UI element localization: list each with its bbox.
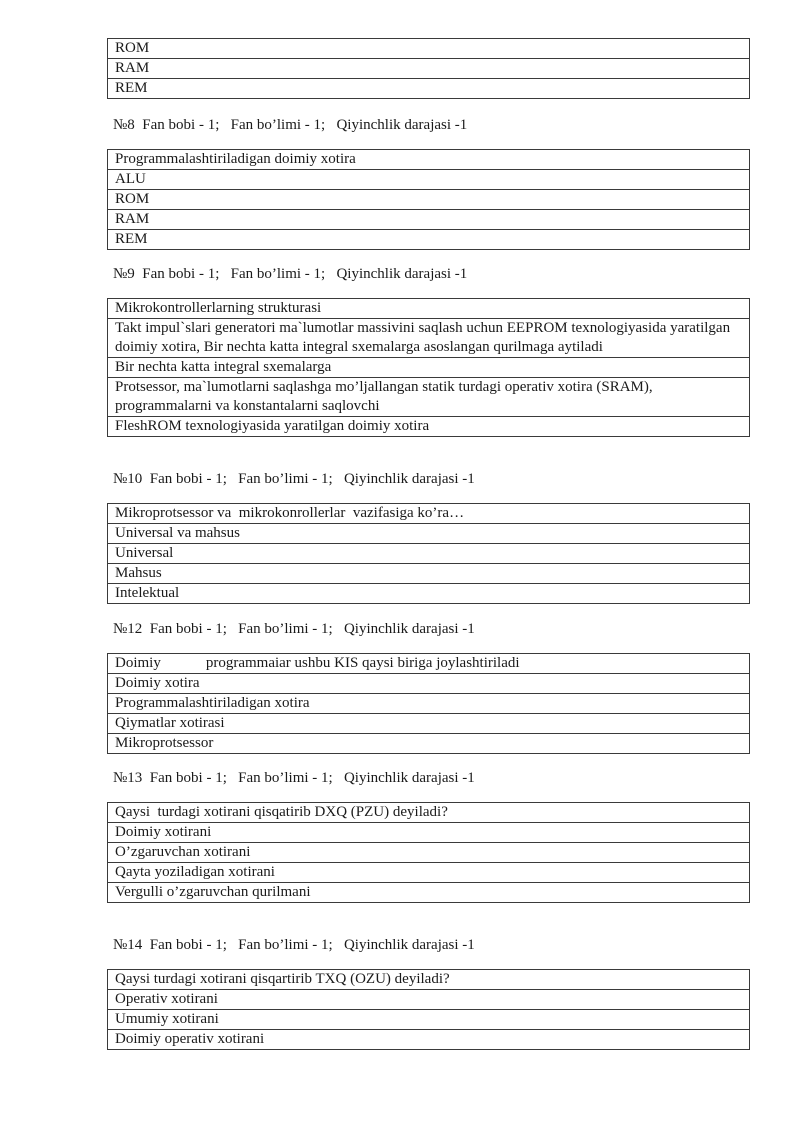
- question-table-10: [107, 503, 750, 604]
- table-row: [108, 524, 750, 544]
- table-row: [108, 1010, 750, 1030]
- table-row: [108, 230, 750, 250]
- question-heading-14: №14 Fan bobi - 1; Fan bo’limi - 1; Qiyinchlik darajasi -1: [113, 937, 475, 953]
- table-row: [108, 883, 750, 903]
- table-row: [108, 319, 750, 358]
- answer-option: Universal: [108, 544, 750, 564]
- answer-option: Operativ xotirani: [108, 990, 750, 1010]
- table-row: [108, 504, 750, 524]
- question-text: Qaysi turdagi xotirani qisqatirib DXQ (PZU) deyiladi?: [108, 803, 750, 823]
- table-row: [108, 358, 750, 378]
- table-row: [108, 714, 750, 734]
- table-row: [108, 39, 750, 59]
- table-row: [108, 59, 750, 79]
- table-row: [108, 584, 750, 604]
- answer-option: Bir nechta katta integral sxemalarga: [108, 358, 750, 378]
- table-row: [108, 190, 750, 210]
- table-row: [108, 210, 750, 230]
- table-row: [108, 299, 750, 319]
- answer-option: ROM: [108, 190, 750, 210]
- answer-option: REM: [108, 230, 750, 250]
- table-cell: ROM: [108, 39, 750, 59]
- table-row: [108, 150, 750, 170]
- question-text: Qaysi turdagi xotirani qisqartirib TXQ (OZU) deyiladi?: [108, 970, 750, 990]
- question-table-12: [107, 653, 750, 754]
- answer-option: O’zgaruvchan xotirani: [108, 843, 750, 863]
- answer-option: Universal va mahsus: [108, 524, 750, 544]
- answer-option: Qayta yoziladigan xotirani: [108, 863, 750, 883]
- table-row: [108, 170, 750, 190]
- question-heading-8: №8 Fan bobi - 1; Fan bo’limi - 1; Qiyinchlik darajasi -1: [113, 117, 468, 133]
- answer-option: Vergulli o’zgaruvchan qurilmani: [108, 883, 750, 903]
- table-row: [108, 823, 750, 843]
- answer-table-top: [107, 38, 750, 99]
- answer-option: Mahsus: [108, 564, 750, 584]
- answer-option: Umumiy xotirani: [108, 1010, 750, 1030]
- table-row: [108, 970, 750, 990]
- table-row: [108, 694, 750, 714]
- table-row: [108, 417, 750, 437]
- answer-option: Mikroprotsessor: [108, 734, 750, 754]
- answer-option: Intelektual: [108, 584, 750, 604]
- answer-option: Takt impul`slari generatori ma`lumotlar massivini saqlash uchun EEPROM texnologiyasida yaratilgan doimiy xotira, Bir nechta katta integral sxemalarga asoslangan qurilmaga aytiladi: [108, 319, 750, 358]
- answer-option: Programmalashtiriladigan xotira: [108, 694, 750, 714]
- question-heading-12: №12 Fan bobi - 1; Fan bo’limi - 1; Qiyinchlik darajasi -1: [113, 621, 475, 637]
- table-row: [108, 544, 750, 564]
- answer-option: Doimiy xotirani: [108, 823, 750, 843]
- question-table-13: [107, 802, 750, 903]
- table-row: [108, 803, 750, 823]
- question-text: Doimiy programmaiar ushbu KIS qaysi biriga joylashtiriladi: [108, 654, 750, 674]
- question-heading-9: №9 Fan bobi - 1; Fan bo’limi - 1; Qiyinchlik darajasi -1: [113, 266, 468, 282]
- table-row: [108, 674, 750, 694]
- table-row: [108, 564, 750, 584]
- table-row: [108, 990, 750, 1010]
- question-heading-13: №13 Fan bobi - 1; Fan bo’limi - 1; Qiyinchlik darajasi -1: [113, 770, 475, 786]
- table-row: [108, 654, 750, 674]
- table-row: [108, 79, 750, 99]
- answer-option: Doimiy xotira: [108, 674, 750, 694]
- question-table-9: [107, 298, 750, 437]
- question-table-8: [107, 149, 750, 250]
- question-heading-10: №10 Fan bobi - 1; Fan bo’limi - 1; Qiyinchlik darajasi -1: [113, 471, 475, 487]
- table-cell: REM: [108, 79, 750, 99]
- question-text: Mikroprotsessor va mikrokonrollerlar vazifasiga ko’ra…: [108, 504, 750, 524]
- table-row: [108, 1030, 750, 1050]
- table-cell: RAM: [108, 59, 750, 79]
- table-row: [108, 843, 750, 863]
- table-row: [108, 378, 750, 417]
- answer-option: Protsessor, ma`lumotlarni saqlashga mo’ljallangan statik turdagi operativ xotira (SRAM), programmalarni va konstantalarni saqlovchi: [108, 378, 750, 417]
- answer-option: Doimiy operativ xotirani: [108, 1030, 750, 1050]
- answer-option: Qiymatlar xotirasi: [108, 714, 750, 734]
- question-table-14: [107, 969, 750, 1050]
- table-row: [108, 863, 750, 883]
- answer-option: ALU: [108, 170, 750, 190]
- question-text: Programmalashtiriladigan doimiy xotira: [108, 150, 750, 170]
- answer-option: RAM: [108, 210, 750, 230]
- table-row: [108, 734, 750, 754]
- answer-option: FleshROM texnologiyasida yaratilgan doimiy xotira: [108, 417, 750, 437]
- question-text: Mikrokontrollerlarning strukturasi: [108, 299, 750, 319]
